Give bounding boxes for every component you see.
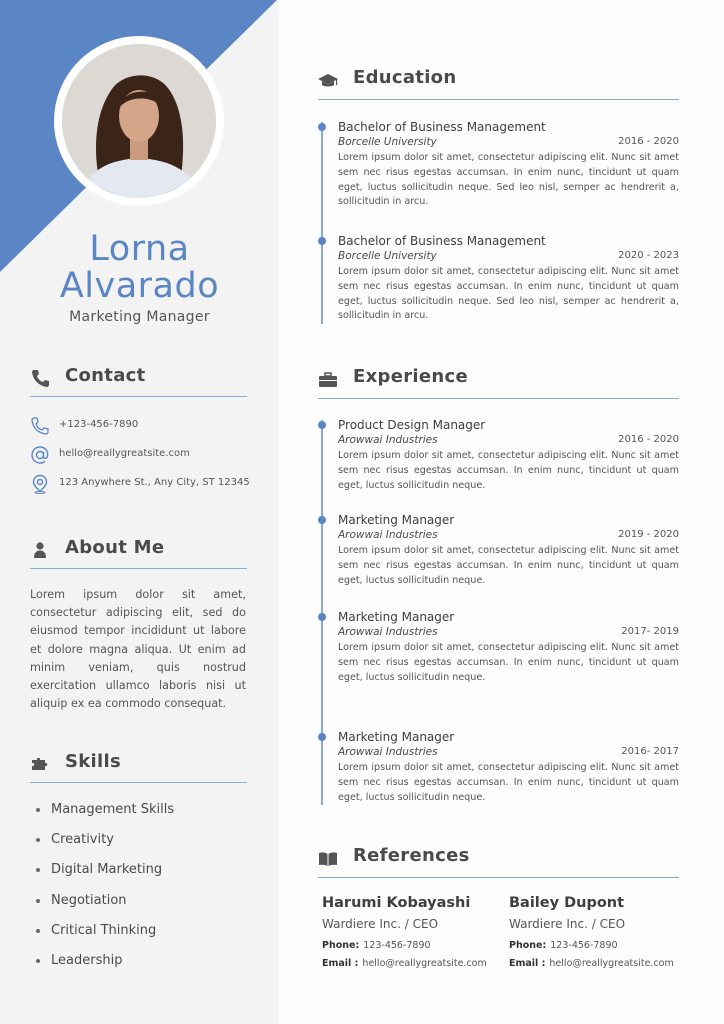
reference-email: Email : hello@reallygreatsite.com	[509, 958, 674, 969]
education-timeline	[321, 122, 323, 324]
references-heading	[318, 843, 679, 878]
about-heading	[30, 536, 247, 569]
entry-title: Bachelor of Business Management	[338, 120, 546, 134]
skill-item: Creativity	[36, 830, 174, 860]
timeline-dot	[318, 516, 326, 524]
skills-heading-label: Skills	[65, 751, 121, 772]
entry-description: Lorem ipsum dolor sit amet, consectetur adipiscing elit. Nunc sit amet sem nec risus egestas accumsan. In enim nunc, tincidunt ut quam eget, luctus sollicitudin neque. Sed leo nisl, semper ac hendrerit a, sollicitudin in arcu.	[338, 266, 679, 322]
job-title: Marketing Manager	[69, 309, 210, 325]
skill-item: Leadership	[36, 951, 174, 981]
reference-card	[322, 895, 507, 976]
entry-years: 2019 - 2020	[618, 529, 679, 540]
entry-title: Marketing Manager	[338, 513, 455, 527]
entry-title: Marketing Manager	[338, 730, 455, 744]
skill-item: Digital Marketing	[36, 860, 174, 890]
graduation-cap-icon	[318, 71, 338, 91]
puzzle-icon	[30, 754, 50, 774]
at-sign-icon	[30, 445, 50, 465]
entry-title: Marketing Manager	[338, 610, 455, 624]
bullet-dot	[36, 838, 40, 842]
entry-description: Lorem ipsum dolor sit amet, consectetur adipiscing elit. Nunc sit amet sem nec risus egestas accumsan. In enim nunc, tincidunt ut quam eget, luctus sollicitudin neque.	[338, 450, 679, 491]
timeline-dot	[318, 733, 326, 741]
reference-phone: Phone: 123-456-7890	[322, 940, 431, 951]
bullet-dot	[36, 899, 40, 903]
experience-heading	[318, 364, 679, 399]
contact-email-text: hello@reallygreatsite.com	[59, 448, 190, 459]
entry-org: Arowwai Industries	[338, 746, 438, 758]
entry-description: Lorem ipsum dolor sit amet, consectetur adipiscing elit. Nunc sit amet sem nec risus egestas accumsan. In enim nunc, tincidunt ut quam eget, luctus sollicitudin neque.	[338, 545, 679, 586]
bullet-dot	[36, 808, 40, 812]
reference-name: Bailey Dupont	[509, 895, 625, 911]
last-name: Alvarado	[59, 266, 220, 306]
about-text: Lorem ipsum dolor sit amet, consectetur adipiscing elit, sed do eiusmod tempor incididunt ut labore et dolore magna aliqua. Ut enim ad minim veniam, quis nostrud exercitation ullamco laboris nisi ut aliquip ex ea commodo consequat.	[30, 588, 246, 711]
entry-years: 2017- 2019	[621, 626, 679, 637]
skills-heading	[30, 750, 247, 783]
entry-years: 2016 - 2020	[618, 136, 679, 147]
about-heading-label: About Me	[65, 537, 165, 558]
reference-company: Wardiere Inc. / CEO	[509, 917, 626, 931]
entry-org: Arowwai Industries	[338, 434, 438, 446]
timeline-dot	[318, 123, 326, 131]
education-heading-label: Education	[353, 67, 457, 88]
entry-description: Lorem ipsum dolor sit amet, consectetur adipiscing elit. Nunc sit amet sem nec risus egestas accumsan. In enim nunc, tincidunt ut quam eget, luctus sollicitudin neque.	[338, 762, 679, 803]
contact-phone-text: +123-456-7890	[59, 419, 139, 430]
phone-icon	[30, 416, 50, 436]
briefcase-icon	[318, 370, 338, 390]
entry-years: 2016- 2017	[621, 746, 679, 757]
bullet-dot	[36, 868, 40, 872]
first-name: Lorna	[89, 229, 190, 269]
entry-title: Product Design Manager	[338, 418, 486, 432]
bullet-dot	[36, 959, 40, 963]
profile-photo-frame	[54, 36, 224, 206]
skills-list	[36, 800, 174, 981]
skill-item: Negotiation	[36, 891, 174, 921]
entry-description: Lorem ipsum dolor sit amet, consectetur adipiscing elit. Nunc sit amet sem nec risus egestas accumsan. In enim nunc, tincidunt ut quam eget, luctus sollicitudin neque.	[338, 642, 679, 683]
contact-heading	[30, 364, 247, 397]
entry-org: Borcelle University	[338, 250, 437, 262]
entry-org: Borcelle University	[338, 136, 437, 148]
reference-name: Harumi Kobayashi	[322, 895, 471, 911]
timeline-dot	[318, 613, 326, 621]
contact-address-text: 123 Anywhere St., Any City, ST 12345	[59, 477, 250, 488]
entry-org: Arowwai Industries	[338, 626, 438, 638]
reference-phone: Phone: 123-456-7890	[509, 940, 618, 951]
references-heading-label: References	[353, 845, 470, 866]
entry-years: 2016 - 2020	[618, 434, 679, 445]
entry-description: Lorem ipsum dolor sit amet, consectetur adipiscing elit. Nunc sit amet sem nec risus egestas accumsan. In enim nunc, tincidunt ut quam eget, luctus sollicitudin neque. Sed leo nisl, semper ac hendrerit a, sollicitudin in arcu.	[338, 152, 679, 208]
profile-photo	[62, 44, 216, 198]
timeline-dot	[318, 421, 326, 429]
experience-heading-label: Experience	[353, 366, 468, 387]
skill-item: Management Skills	[36, 800, 174, 830]
skill-item: Critical Thinking	[36, 921, 174, 951]
reference-company: Wardiere Inc. / CEO	[322, 917, 439, 931]
reference-email: Email : hello@reallygreatsite.com	[322, 958, 487, 969]
phone-icon	[30, 368, 50, 388]
contact-heading-label: Contact	[65, 365, 146, 386]
entry-title: Bachelor of Business Management	[338, 234, 546, 248]
reference-card	[509, 895, 694, 976]
book-icon	[318, 849, 338, 869]
entry-years: 2020 - 2023	[618, 250, 679, 261]
person-icon	[30, 540, 50, 560]
timeline-dot	[318, 237, 326, 245]
education-heading	[318, 65, 679, 100]
location-pin-icon	[30, 474, 50, 494]
entry-org: Arowwai Industries	[338, 529, 438, 541]
bullet-dot	[36, 929, 40, 933]
